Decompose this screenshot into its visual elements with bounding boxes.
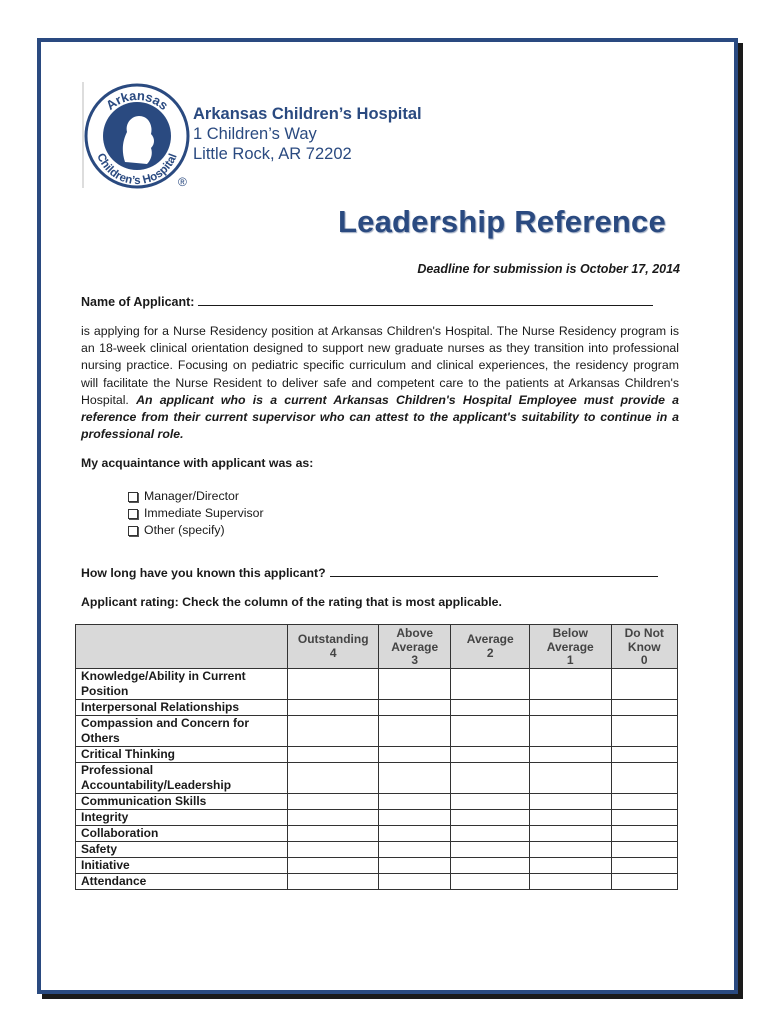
table-row bbox=[76, 762, 678, 793]
criterion-label: Professional Accountability/Leadership bbox=[76, 762, 288, 793]
rating-cell[interactable] bbox=[379, 809, 451, 825]
form-title: Leadership Reference bbox=[338, 204, 666, 239]
rating-cell[interactable] bbox=[451, 699, 530, 715]
rating-cell[interactable] bbox=[379, 668, 451, 699]
table-row bbox=[76, 809, 678, 825]
rating-cell[interactable] bbox=[288, 873, 379, 889]
acquaintance-options bbox=[128, 488, 264, 539]
criterion-label: Safety bbox=[76, 841, 288, 857]
table-row bbox=[76, 857, 678, 873]
table-row bbox=[76, 746, 678, 762]
rating-cell[interactable] bbox=[288, 668, 379, 699]
table-row bbox=[76, 668, 678, 699]
rating-cell[interactable] bbox=[529, 746, 611, 762]
col-header: Below Average 1 bbox=[529, 625, 611, 669]
registered-mark: ® bbox=[178, 175, 187, 189]
how-long-row bbox=[81, 564, 658, 580]
criterion-label: Critical Thinking bbox=[76, 746, 288, 762]
how-long-label: How long have you known this applicant? bbox=[81, 566, 326, 580]
how-long-field[interactable] bbox=[330, 564, 658, 577]
table-row bbox=[76, 699, 678, 715]
rating-cell[interactable] bbox=[288, 715, 379, 746]
rating-cell[interactable] bbox=[288, 762, 379, 793]
criterion-label: Communication Skills bbox=[76, 793, 288, 809]
col-header: Outstanding 4 bbox=[288, 625, 379, 669]
rating-cell[interactable] bbox=[611, 873, 677, 889]
rating-cell[interactable] bbox=[529, 873, 611, 889]
rating-cell[interactable] bbox=[379, 857, 451, 873]
col-header: Above Average 3 bbox=[379, 625, 451, 669]
option-label: Other (specify) bbox=[144, 523, 225, 537]
rating-cell[interactable] bbox=[529, 809, 611, 825]
deadline-text: Deadline for submission is October 17, 2014 bbox=[417, 262, 680, 276]
rating-cell[interactable] bbox=[379, 715, 451, 746]
rating-cell[interactable] bbox=[611, 857, 677, 873]
table-row bbox=[76, 825, 678, 841]
table-row bbox=[76, 793, 678, 809]
rating-cell[interactable] bbox=[611, 841, 677, 857]
rating-cell[interactable] bbox=[611, 793, 677, 809]
rating-cell[interactable] bbox=[611, 746, 677, 762]
rating-cell[interactable] bbox=[451, 873, 530, 889]
rating-cell[interactable] bbox=[451, 809, 530, 825]
rating-cell[interactable] bbox=[611, 715, 677, 746]
rating-cell[interactable] bbox=[379, 746, 451, 762]
table-row bbox=[76, 841, 678, 857]
criterion-label: Initiative bbox=[76, 857, 288, 873]
option-immediate-supervisor[interactable] bbox=[128, 505, 264, 522]
rating-cell[interactable] bbox=[529, 841, 611, 857]
rating-cell[interactable] bbox=[451, 857, 530, 873]
applicant-name-field[interactable] bbox=[198, 293, 653, 306]
rating-cell[interactable] bbox=[451, 793, 530, 809]
rating-cell[interactable] bbox=[379, 825, 451, 841]
rating-instructions: Applicant rating: Check the column of the rating that is most applicable. bbox=[81, 595, 502, 609]
rating-cell[interactable] bbox=[288, 809, 379, 825]
rating-cell[interactable] bbox=[529, 762, 611, 793]
rating-cell[interactable] bbox=[379, 699, 451, 715]
rating-cell[interactable] bbox=[288, 793, 379, 809]
intro-emphasis: An applicant who is a current Arkansas Children's Hospital Employee must provide a reference from their current supervisor who can attest to the applicant's suitability to continue in a professional role. bbox=[81, 392, 680, 442]
intro-text: is applying for a Nurse Residency position at Arkansas Children's Hospital. The Nurse Residency program is an 18-week clinical orientation designed to support new graduate nurses as they transition into professional nursing practice. Focusing on pediatric specific curriculum and clinical experiences, the residency program will facilitate the Nurse Resident to deliver safe and competent care to the patients at Arkansas Children's Hospital. bbox=[81, 324, 679, 407]
rating-cell[interactable] bbox=[451, 825, 530, 841]
option-label: Immediate Supervisor bbox=[144, 506, 264, 520]
col-header: Average 2 bbox=[451, 625, 530, 669]
rating-cell[interactable] bbox=[529, 793, 611, 809]
option-other[interactable] bbox=[128, 522, 264, 539]
rating-cell[interactable] bbox=[611, 699, 677, 715]
org-address-block bbox=[193, 104, 422, 164]
rating-cell[interactable] bbox=[451, 668, 530, 699]
hospital-logo bbox=[81, 80, 191, 190]
rating-cell[interactable] bbox=[611, 825, 677, 841]
rating-cell[interactable] bbox=[288, 746, 379, 762]
criterion-label: Compassion and Concern for Others bbox=[76, 715, 288, 746]
rating-cell[interactable] bbox=[529, 715, 611, 746]
name-label: Name of Applicant: bbox=[81, 295, 195, 309]
criterion-label: Collaboration bbox=[76, 825, 288, 841]
criterion-label: Knowledge/Ability in Current Position bbox=[76, 668, 288, 699]
table-row bbox=[76, 715, 678, 746]
rating-cell[interactable] bbox=[288, 841, 379, 857]
header-blank bbox=[76, 625, 288, 669]
address-line1: 1 Children’s Way bbox=[193, 125, 317, 143]
rating-cell[interactable] bbox=[611, 762, 677, 793]
rating-cell[interactable] bbox=[288, 825, 379, 841]
rating-cell[interactable] bbox=[379, 793, 451, 809]
address-line2: Little Rock, AR 72202 bbox=[193, 145, 352, 163]
rating-cell[interactable] bbox=[288, 699, 379, 715]
checkbox-icon[interactable] bbox=[128, 509, 138, 519]
logo-ring-text-bottom: Children’s Hospital bbox=[94, 151, 180, 188]
rating-cell[interactable] bbox=[451, 715, 530, 746]
applicant-name-row bbox=[81, 293, 653, 309]
checkbox-icon[interactable] bbox=[128, 526, 138, 536]
logo-ring-text-top: Arkansas bbox=[103, 87, 172, 113]
option-label: Manager/Director bbox=[144, 489, 239, 503]
acquaintance-label: My acquaintance with applicant was as: bbox=[81, 456, 314, 470]
rating-cell[interactable] bbox=[451, 746, 530, 762]
rating-cell[interactable] bbox=[611, 809, 677, 825]
table-row bbox=[76, 873, 678, 889]
rating-cell[interactable] bbox=[288, 857, 379, 873]
criterion-label: Interpersonal Relationships bbox=[76, 699, 288, 715]
criterion-label: Attendance bbox=[76, 873, 288, 889]
rating-cell[interactable] bbox=[529, 825, 611, 841]
rating-cell[interactable] bbox=[529, 668, 611, 699]
criterion-label: Integrity bbox=[76, 809, 288, 825]
rating-cell[interactable] bbox=[379, 873, 451, 889]
rating-table bbox=[75, 624, 678, 890]
org-name: Arkansas Children’s Hospital bbox=[193, 105, 422, 123]
rating-cell[interactable] bbox=[529, 699, 611, 715]
intro-paragraph bbox=[81, 323, 679, 443]
rating-cell[interactable] bbox=[451, 762, 530, 793]
rating-cell[interactable] bbox=[611, 668, 677, 699]
rating-cell[interactable] bbox=[451, 841, 530, 857]
col-header: Do Not Know 0 bbox=[611, 625, 677, 669]
rating-cell[interactable] bbox=[379, 841, 451, 857]
option-manager-director[interactable] bbox=[128, 488, 264, 505]
rating-cell[interactable] bbox=[529, 857, 611, 873]
checkbox-icon[interactable] bbox=[128, 492, 138, 502]
rating-cell[interactable] bbox=[379, 762, 451, 793]
